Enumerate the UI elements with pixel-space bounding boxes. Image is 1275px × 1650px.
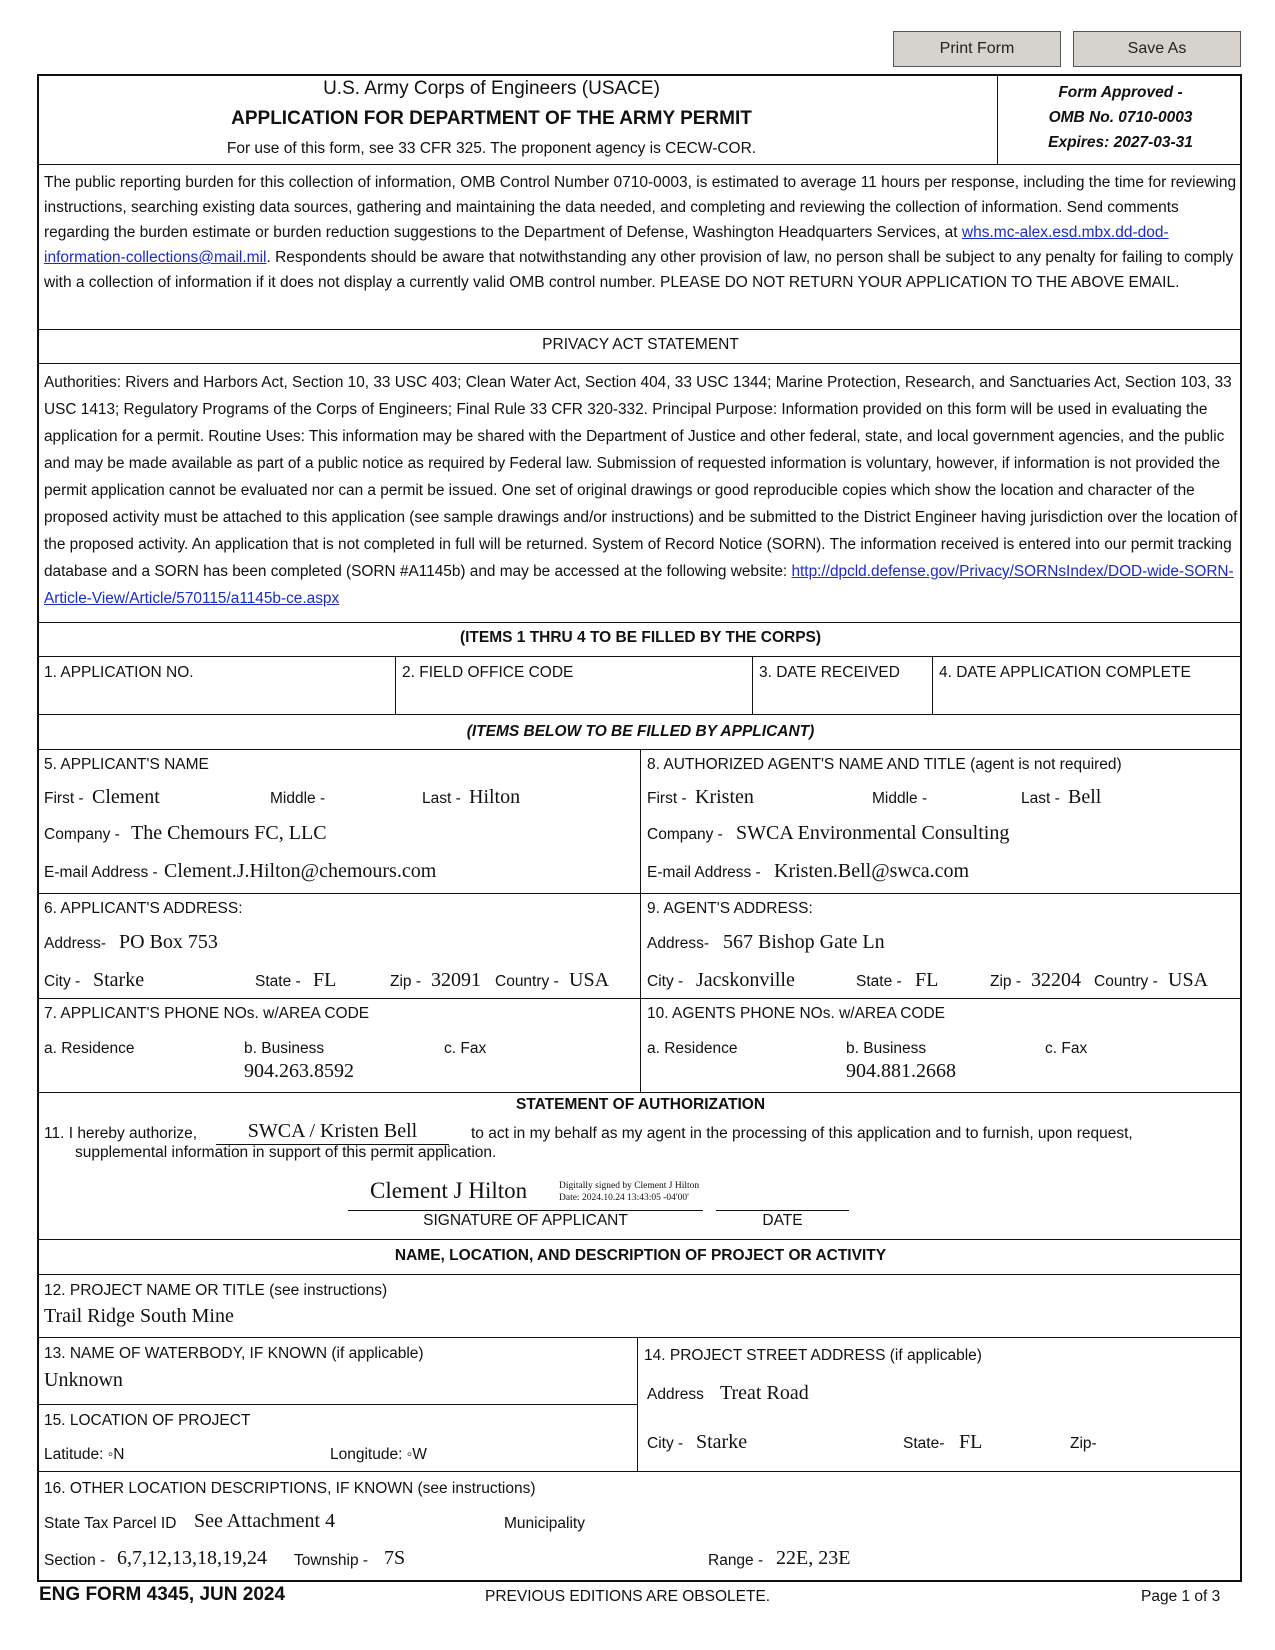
applicant-street[interactable]: PO Box 753 xyxy=(119,931,218,953)
street-address-label: 14. PROJECT STREET ADDRESS (if applicable) xyxy=(644,1347,982,1364)
applicant-business-phone[interactable]: 904.263.8592 xyxy=(244,1060,354,1082)
agent-company[interactable]: SWCA Environmental Consulting xyxy=(736,822,1010,844)
project-city-label: City - xyxy=(647,1435,684,1452)
agent-country-label: Country - xyxy=(1094,973,1158,990)
digital-signature-line-1: Digitally signed by Clement J Hilton xyxy=(559,1181,700,1191)
project-heading: NAME, LOCATION, AND DESCRIPTION OF PROJECT OR ACTIVITY xyxy=(394,1247,887,1264)
authorization-heading: STATEMENT OF AUTHORIZATION xyxy=(515,1096,766,1113)
authorize-suffix: to act in my behalf as my agent in the processing of this application and to furnish, upon request, xyxy=(471,1125,1133,1142)
waterbody-label: 13. NAME OF WATERBODY, IF KNOWN (if applicable) xyxy=(44,1345,424,1362)
form-id: ENG FORM 4345, JUN 2024 xyxy=(39,1584,286,1605)
agent-company-label: Company - xyxy=(647,826,723,843)
range-value[interactable]: 22E, 23E xyxy=(776,1547,851,1569)
applicant-name-label: 5. APPLICANT'S NAME xyxy=(44,756,209,773)
applicant-email-label: E-mail Address - xyxy=(44,864,158,881)
applicant-business-label: b. Business xyxy=(244,1040,325,1057)
applicant-first-name[interactable]: Clement xyxy=(92,786,160,808)
parcel-id[interactable]: See Attachment 4 xyxy=(194,1510,336,1532)
agent-email-label: E-mail Address - xyxy=(647,864,761,881)
sorn-link[interactable]: http://dpcld.defense.gov/Privacy/SORNsIndex/DOD-wide-SORN-Article-View/Article/570115/a1145b-ce.aspx xyxy=(44,563,1234,607)
agent-state-label: State - xyxy=(856,973,902,990)
project-name[interactable]: Trail Ridge South Mine xyxy=(44,1305,234,1327)
applicant-email[interactable]: Clement.J.Hilton@chemours.com xyxy=(164,860,437,882)
corps-heading: (ITEMS 1 THRU 4 TO BE FILLED BY THE CORPS) xyxy=(459,629,822,646)
authorize-line-2: supplemental information in support of this permit application. xyxy=(75,1144,497,1161)
applicant-fax-label: c. Fax xyxy=(444,1040,487,1057)
township-label: Township - xyxy=(294,1552,369,1569)
agent-email[interactable]: Kristen.Bell@swca.com xyxy=(774,860,970,882)
applicant-country[interactable]: USA xyxy=(569,969,610,991)
save-as-button[interactable]: Save As xyxy=(1073,31,1241,67)
agent-state[interactable]: FL xyxy=(915,969,939,991)
applicant-last-label: Last - xyxy=(422,790,461,807)
township-value[interactable]: 7S xyxy=(384,1547,406,1569)
section-value[interactable]: 6,7,12,13,18,19,24 xyxy=(117,1547,267,1569)
page-title: APPLICATION FOR DEPARTMENT OF THE ARMY PERMIT xyxy=(231,108,752,129)
applicant-company[interactable]: The Chemours FC, LLC xyxy=(131,822,327,844)
parcel-id-label: State Tax Parcel ID xyxy=(44,1515,177,1532)
burden-text-2: . Respondents should be aware that notwithstanding any other provision of law, no person shall be subject to any penalty for failing to comply with a collection of information if it does not display a currently valid OMB control number. PLEASE DO NOT RETURN YOUR APPLICATION TO THE ABOVE EMAIL. xyxy=(44,249,1234,291)
project-address[interactable]: Treat Road xyxy=(720,1382,809,1404)
burden-statement xyxy=(44,170,1239,295)
form-subtitle: For use of this form, see 33 CFR 325. The proponent agency is CECW-COR. xyxy=(226,140,757,157)
signature-date-label: DATE xyxy=(762,1212,803,1229)
applicant-first-label: First - xyxy=(44,790,84,807)
permit-form xyxy=(37,74,1242,1582)
agent-fax-label: c. Fax xyxy=(1045,1040,1088,1057)
project-address-label: Address xyxy=(647,1386,704,1403)
privacy-statement xyxy=(44,369,1239,612)
burden-text: The public reporting burden for this collection of information, OMB Control Number 0710-0003, is estimated to average 11 hours per response, including the time for reviewing instructions, searching existing data sources, gathering and maintaining the data needed, and completing and reviewing the collection of information. Send comments regarding the burden estimate or burden reduction suggestions to the Department of Defense, Washington Headquarters Services, at xyxy=(44,174,1237,241)
project-state-label: State- xyxy=(903,1435,945,1452)
agent-first-label: First - xyxy=(647,790,687,807)
range-label: Range - xyxy=(708,1552,764,1569)
agent-street[interactable]: 567 Bishop Gate Ln xyxy=(723,931,885,953)
digital-signature-line-2: Date: 2024.10.24 13:43:05 -04'00' xyxy=(559,1193,689,1203)
agent-zip-label: Zip - xyxy=(990,973,1021,990)
obsolete-notice: PREVIOUS EDITIONS ARE OBSOLETE. xyxy=(485,1588,771,1605)
agent-country[interactable]: USA xyxy=(1168,969,1209,991)
project-location-label: 15. LOCATION OF PROJECT xyxy=(44,1412,251,1429)
date-complete-label: 4. DATE APPLICATION COMPLETE xyxy=(939,664,1191,681)
applicant-city[interactable]: Starke xyxy=(93,969,145,991)
applicant-company-label: Company - xyxy=(44,826,120,843)
applicant-zip[interactable]: 32091 xyxy=(431,969,481,991)
omb-number: OMB No. 0710-0003 xyxy=(1048,109,1193,126)
agent-address-label: 9. AGENT'S ADDRESS: xyxy=(647,900,813,917)
agent-last-label: Last - xyxy=(1021,790,1060,807)
agent-residence-label: a. Residence xyxy=(647,1040,738,1057)
applicant-heading: (ITEMS BELOW TO BE FILLED BY APPLICANT) xyxy=(466,723,815,740)
privacy-heading: PRIVACY ACT STATEMENT xyxy=(542,336,739,353)
applicant-city-label: City - xyxy=(44,973,81,990)
privacy-text: Authorities: Rivers and Harbors Act, Section 10, 33 USC 403; Clean Water Act, Section 404, 33 USC 1344; Marine Protection, Research, and Sanctuaries Act, Section 103, 33 USC 1413; Regulatory Programs of the Corps of Engineers; Final Rule 33 CFR 320-332. Principal Purpose: Information provided on this form will be used in evaluating the application for a permit. Routine Uses: This information may be shared with the Department of Justice and other federal, state, and local government agencies, and the public and may be made available as part of a public notice as required by Federal law. Submission of requested information is voluntary, however, if information is not provided the permit application cannot be evaluated nor can a permit be issued. One set of original drawings or good reproducible copies which show the location and character of the proposed activity must be attached to this application (see sample drawings and/or instructions) and be submitted to the District Engineer having jurisdiction over the location of the proposed activity. An application that is not completed in full will be returned. System of Record Notice (SORN). The information received is entered into our permit tracking database and a SORN has been completed (SORN #A1145b) and may be accessed at the following website: xyxy=(44,374,1238,580)
agent-city-label: City - xyxy=(647,973,684,990)
authorize-prefix: 11. I hereby authorize, xyxy=(44,1125,198,1142)
print-form-button[interactable]: Print Form xyxy=(893,31,1061,67)
latitude-label: Latitude: ◦N xyxy=(44,1446,125,1463)
agent-name-label: 8. AUTHORIZED AGENT'S NAME AND TITLE (agent is not required) xyxy=(647,756,1122,773)
applicant-state[interactable]: FL xyxy=(313,969,337,991)
agent-first-name[interactable]: Kristen xyxy=(695,786,754,808)
application-no-label: 1. APPLICATION NO. xyxy=(44,664,194,681)
applicant-street-label: Address- xyxy=(44,935,107,952)
signature-label: SIGNATURE OF APPLICANT xyxy=(423,1212,628,1229)
project-city[interactable]: Starke xyxy=(696,1431,748,1453)
project-zip-label: Zip- xyxy=(1070,1435,1097,1452)
agent-phone-label: 10. AGENTS PHONE NOs. w/AREA CODE xyxy=(647,1005,946,1022)
agent-zip[interactable]: 32204 xyxy=(1031,969,1081,991)
applicant-zip-label: Zip - xyxy=(390,973,421,990)
applicant-country-label: Country - xyxy=(495,973,559,990)
authorized-agent[interactable]: SWCA / Kristen Bell xyxy=(216,1120,449,1145)
applicant-signature[interactable]: Clement J Hilton xyxy=(370,1178,528,1203)
agent-last-name[interactable]: Bell xyxy=(1068,786,1102,808)
agent-middle-label: Middle - xyxy=(872,790,928,807)
applicant-residence-label: a. Residence xyxy=(44,1040,135,1057)
section-label: Section - xyxy=(44,1552,106,1569)
agent-city[interactable]: Jacskonville xyxy=(696,969,795,991)
form-approved: Form Approved - xyxy=(1058,84,1183,101)
agent-business-label: b. Business xyxy=(846,1040,927,1057)
project-state[interactable]: FL xyxy=(959,1431,983,1453)
applicant-middle-label: Middle - xyxy=(270,790,326,807)
field-office-code-label: 2. FIELD OFFICE CODE xyxy=(402,664,574,681)
longitude-label: Longitude: ◦W xyxy=(330,1446,427,1463)
applicant-address-label: 6. APPLICANT'S ADDRESS: xyxy=(44,900,243,917)
project-name-label: 12. PROJECT NAME OR TITLE (see instructions) xyxy=(44,1282,388,1299)
other-location-label: 16. OTHER LOCATION DESCRIPTIONS, IF KNOWN (see instructions) xyxy=(44,1480,536,1497)
agency-name: U.S. Army Corps of Engineers (USACE) xyxy=(323,78,660,99)
agent-business-phone[interactable]: 904.881.2668 xyxy=(846,1060,956,1082)
expiration-date: Expires: 2027-03-31 xyxy=(1048,134,1193,151)
date-received-label: 3. DATE RECEIVED xyxy=(759,664,900,681)
agent-street-label: Address- xyxy=(647,935,710,952)
burden-email-link[interactable]: whs.mc-alex.esd.mbx.dd-dod-information-collections@mail.mil xyxy=(44,224,1169,266)
applicant-state-label: State - xyxy=(255,973,301,990)
waterbody-name[interactable]: Unknown xyxy=(44,1369,123,1391)
municipality-label: Municipality xyxy=(504,1515,585,1532)
applicant-last-name[interactable]: Hilton xyxy=(469,786,521,808)
page-number: Page 1 of 3 xyxy=(1141,1588,1221,1605)
applicant-phone-label: 7. APPLICANT'S PHONE NOs. w/AREA CODE xyxy=(44,1005,370,1022)
